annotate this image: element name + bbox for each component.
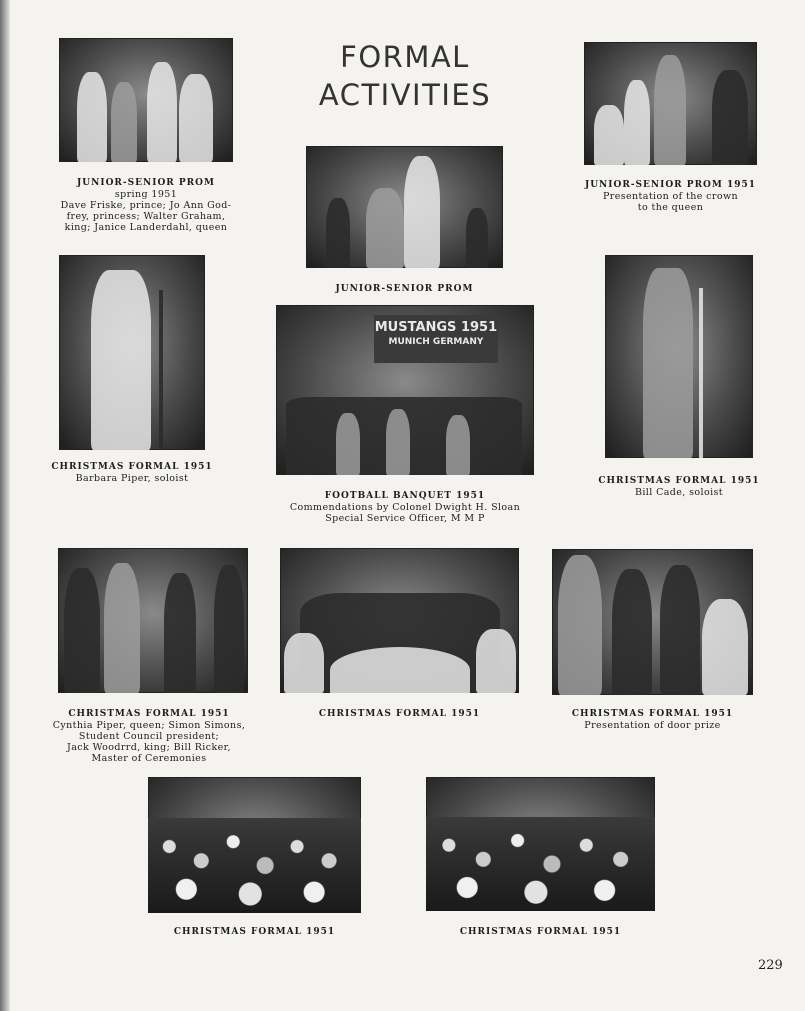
caption-prom-royalty xyxy=(50,178,242,233)
photo-prom-crown xyxy=(584,42,757,165)
caption-heading: CHRISTMAS FORMAL 1951 xyxy=(68,709,230,719)
caption-christmas-door-prize xyxy=(552,709,753,731)
page-number: 229 xyxy=(758,958,783,973)
photo-christmas-dance-floor-left xyxy=(148,777,361,913)
caption-heading: JUNIOR-SENIOR PROM xyxy=(335,284,474,294)
caption-christmas-soloist-bill xyxy=(598,476,760,498)
caption-heading: CHRISTMAS FORMAL 1951 xyxy=(598,476,760,486)
caption-prom-crown xyxy=(578,180,763,213)
caption-text: Presentation of the crown to the queen xyxy=(602,191,739,213)
caption-football-banquet xyxy=(276,491,534,524)
caption-text: Commendations by Colonel Dwight H. Sloan Special Service Officer, M M P xyxy=(289,502,521,524)
caption-heading: CHRISTMAS FORMAL 1951 xyxy=(459,927,622,937)
caption-text: Barbara Piper, soloist xyxy=(75,473,189,484)
caption-text: Cynthia Piper, queen; Simon Simons, Student Council president; Jack Woodrrd, king; Bill Ricker, Master of Ceremonies xyxy=(52,720,246,764)
photo-football-banquet xyxy=(276,305,534,475)
page-title-line-1: FORMAL xyxy=(340,40,470,74)
caption-prom-dance xyxy=(306,284,503,295)
banner-line-2: MUNICH GERMANY xyxy=(388,337,484,348)
caption-christmas-dance-floor-left xyxy=(148,927,361,938)
page-title xyxy=(300,38,510,114)
caption-christmas-royalty xyxy=(40,709,258,764)
photo-christmas-soloist-bill xyxy=(605,255,753,458)
caption-heading: CHRISTMAS FORMAL 1951 xyxy=(318,709,481,719)
caption-christmas-dance-floor-right xyxy=(426,927,655,938)
caption-christmas-table xyxy=(280,709,519,720)
banquet-banner xyxy=(374,315,498,363)
caption-heading: JUNIOR-SENIOR PROM xyxy=(77,178,215,188)
caption-text: Bill Cade, soloist xyxy=(634,487,724,498)
caption-heading: CHRISTMAS FORMAL 1951 xyxy=(51,462,213,472)
caption-heading: FOOTBALL BANQUET 1951 xyxy=(324,491,486,501)
photo-christmas-royalty xyxy=(58,548,248,693)
page-title-line-2: ACTIVITIES xyxy=(318,78,492,112)
photo-christmas-soloist-barbara xyxy=(59,255,205,450)
photo-christmas-door-prize xyxy=(552,549,753,695)
caption-heading: JUNIOR-SENIOR PROM 1951 xyxy=(584,180,757,190)
photo-christmas-dance-floor-right xyxy=(426,777,655,911)
binding-edge xyxy=(0,0,10,1011)
banner-line-1: MUSTANGS 1951 xyxy=(374,320,498,336)
caption-text: Presentation of door prize xyxy=(584,720,721,731)
photo-prom-dance xyxy=(306,146,503,268)
caption-text: spring 1951 Dave Friske, prince; Jo Ann God- frey, princess; Walter Graham, king; Janice Landerdahl, queen xyxy=(60,189,232,233)
caption-heading: CHRISTMAS FORMAL 1951 xyxy=(173,927,336,937)
photo-prom-royalty xyxy=(59,38,233,162)
photo-christmas-table xyxy=(280,548,519,693)
caption-heading: CHRISTMAS FORMAL 1951 xyxy=(571,709,734,719)
caption-christmas-soloist-barbara xyxy=(50,462,214,484)
